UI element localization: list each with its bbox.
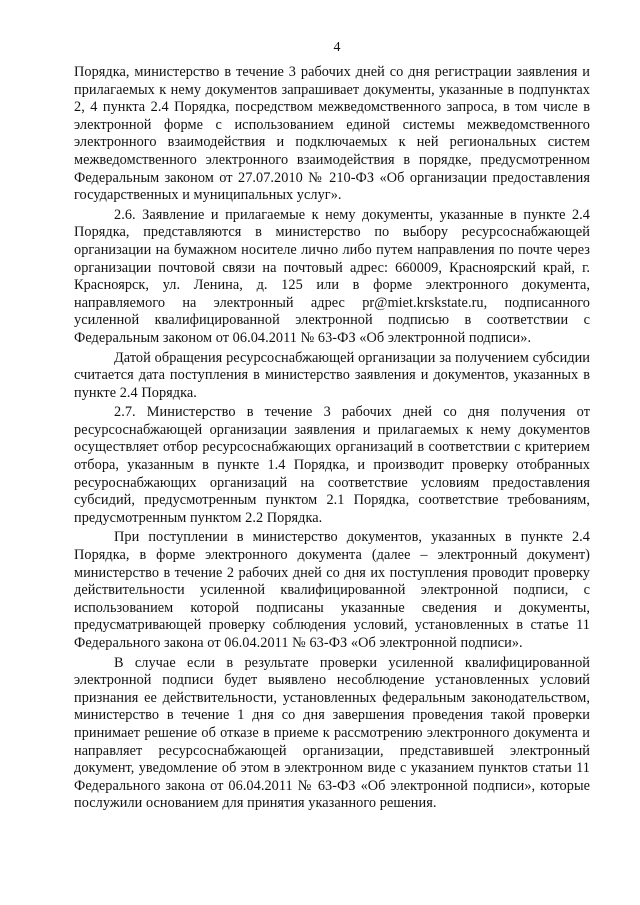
paragraph-2-6: 2.6. Заявление и прилагаемые к нему документы, указанные в пункте 2.4 Порядка, представляются в министерство по выбору ресурсоснабжающей организации на бумажном носителе лично либо путем направления по почте через организации почтовой связи на почтовый адрес: 660009, Красноярский край, г. Красноярск, ул. Ленина, д. 125 или в форме электронного документа, направляемого на электронный адрес pr@miet.krskstate.ru, подписанного усиленной квалифицированной электронной подписью в соответствии с Федеральным законом от 06.04.2011 № 63-ФЗ «Об электронной подписи». [74,206,590,346]
page-number: 4 [333,40,341,55]
paragraph-application-date: Датой обращения ресурсоснабжающей организации за получением субсидии считается дата поступления в министерство заявления и документов, указанных в пункте 2.4 Порядка. [74,349,590,401]
paragraph-signature-check: В случае если в результате проверки усиленной квалифицированной электронной подписи будет выявлено несоблюдение установленных условий признания ее действительности, установленных федеральным законодательством, министерство в течение 1 дня со дня завершения проведения такой проверки принимает решение об отказе в приеме к рассмотрению электронного документа и направляет ресурсоснабжающей организации, представившей электронный документ, уведомление об этом в электронном виде с указанием пунктов статьи 11 Федерального закона от 06.04.2011 № 63-ФЗ «Об электронной подписи», которые послужили основанием для принятия указанного решения. [74,654,590,812]
paragraph-electronic-documents: При поступлении в министерство документов, указанных в пункте 2.4 Порядка, в форме электронного документа (далее – электронный документ) министерство в течение 2 рабочих дней со дня их поступления проводит проверку действительности усиленной квалифицированной электронной подписи, с использованием которой подписаны указанные сведения и документы, предусматривающей проверку соблюдения условий, установленных в статье 11 Федерального закона от 06.04.2011 № 63-ФЗ «Об электронной подписи». [74,529,590,651]
paragraph-2-7: 2.7. Министерство в течение 3 рабочих дней со дня получения от ресурсоснабжающей организации заявления и прилагаемых к нему документов осуществляет отбор ресурсоснабжающих организаций в соответствии с критерием отбора, указанным в пункте 1.4 Порядка, и производит проверку отобранных ресуроснабжающих организаций на соответствие условиям предоставления субсидий, предусмотренным пунктом 2.1 Порядка, соответствие требованиям, предусмотренным пунктом 2.2 Порядка. [74,404,590,526]
paragraph-continuation: Порядка, министерство в течение 3 рабочих дней со дня регистрации заявления и прилагаемых к нему документов запрашивает документы, указанные в подпунктах 2, 4 пункта 2.4 Порядка, посредством межведомственного запроса, в том числе в электронной форме с использованием единой системы межведомственного электронного взаимодействия и подключаемых к ней региональных систем межведомственного электронного взаимодействия в порядке, предусмотренном Федеральным законом от 27.07.2010 № 210-ФЗ «Об организации предоставления государственных и муниципальных услуг». [74,64,590,204]
